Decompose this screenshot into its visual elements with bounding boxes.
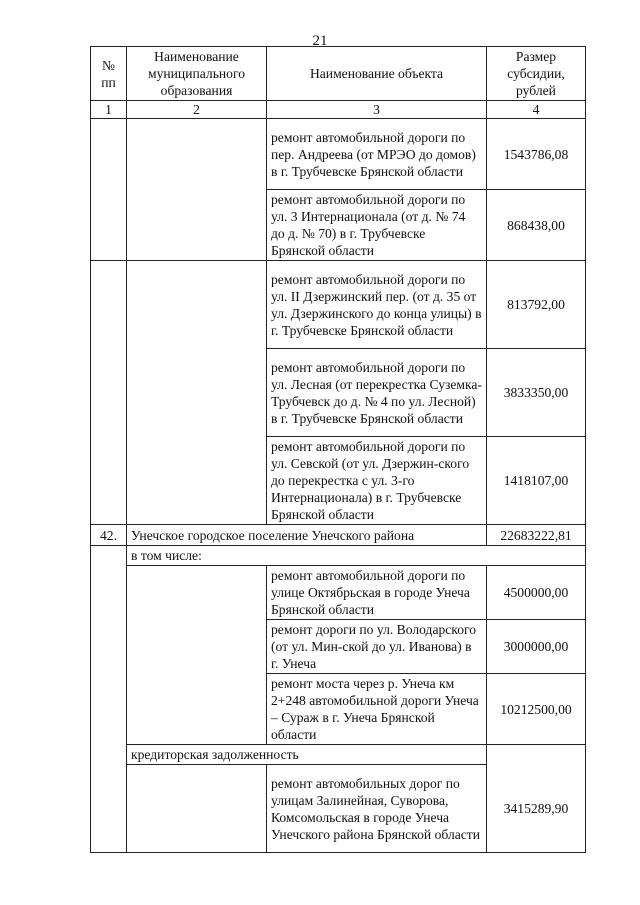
- object-amount: 4500000,00: [487, 566, 586, 620]
- column-number: 3: [267, 101, 487, 119]
- column-number: 4: [487, 101, 586, 119]
- creditor-row: [91, 745, 586, 765]
- municipality-cell: [127, 765, 267, 853]
- table-row: [91, 566, 586, 620]
- entry-number: 42.: [91, 525, 127, 546]
- object-name: ремонт автомобильной дороги по ул. II Дзержинский пер. (от д. 35 от ул. Дзержинского до конца улицы) в г. Трубчевске Брянской области: [267, 261, 487, 349]
- object-amount: 3000000,00: [487, 620, 586, 674]
- number-cell: [91, 546, 127, 853]
- object-name: ремонт автомобильной дороги по пер. Андреева (от МРЭО до домов) в г. Трубчевске Брянской области: [267, 119, 487, 190]
- column-number: 1: [91, 101, 127, 119]
- number-cell: [91, 261, 127, 525]
- municipality-cell: [127, 261, 267, 525]
- municipality-row: [91, 525, 586, 546]
- object-amount: 813792,00: [487, 261, 586, 349]
- municipality-cell: [127, 119, 267, 261]
- object-amount: 1543786,08: [487, 119, 586, 190]
- header-amount: Размер субсидии, рублей: [487, 47, 586, 101]
- table-row: [91, 765, 586, 853]
- object-amount: 3833350,00: [487, 349, 586, 437]
- object-amount: 10212500,00: [487, 674, 586, 745]
- including-row: [91, 546, 586, 566]
- object-amount: 3415289,90: [487, 765, 586, 853]
- table-row: [91, 261, 586, 349]
- object-amount: 1418107,00: [487, 437, 586, 525]
- object-name: ремонт моста через р. Унеча км 2+248 автомобильной дороги Унеча – Сураж в г. Унеча Брянской области: [267, 674, 487, 745]
- object-name: ремонт автомобильной дороги по улице Октябрьская в городе Унеча Брянской области: [267, 566, 487, 620]
- column-number: 2: [127, 101, 267, 119]
- object-name: ремонт автомобильной дороги по ул. 3 Интернационала (от д. № 74 до д. № 70) в г. Трубчевске Брянской области: [267, 190, 487, 261]
- municipality-total: 22683222,81: [487, 525, 586, 546]
- municipality-cell: [127, 566, 267, 745]
- subsidy-table: [90, 46, 586, 853]
- header-number: № пп: [91, 47, 127, 101]
- object-name: ремонт автомобильной дороги по ул. Севской (от ул. Дзержин-ского до перекрестка с ул. 3-го Интернационала) в г. Трубчевске Брянской области: [267, 437, 487, 525]
- object-name: ремонт автомобильных дорог по улицам Залинейная, Суворова, Комсомольская в городе Унеча Унечского района Брянской области: [267, 765, 487, 853]
- table-header-row: [91, 47, 586, 101]
- header-object: Наименование объекта: [267, 47, 487, 101]
- number-cell: [91, 119, 127, 261]
- table-row: [91, 119, 586, 190]
- object-name: ремонт автомобильной дороги по ул. Лесная (от перекрестка Суземка-Трубчевск до д. № 4 по ул. Лесной) в г. Трубчевске Брянской области: [267, 349, 487, 437]
- object-amount: 868438,00: [487, 190, 586, 261]
- column-numbers-row: [91, 101, 586, 119]
- including-label: в том числе:: [127, 546, 586, 566]
- municipality-name: Унечское городское поселение Унечского района: [127, 525, 487, 546]
- creditor-label: кредиторская задолженность: [127, 745, 487, 765]
- creditor-amount-blank: [487, 745, 586, 765]
- page-number: 21: [312, 33, 328, 49]
- object-name: ремонт дороги по ул. Володарского (от ул. Мин-ской до ул. Иванова) в г. Унеча: [267, 620, 487, 674]
- header-municipality: Наименование муниципального образования: [127, 47, 267, 101]
